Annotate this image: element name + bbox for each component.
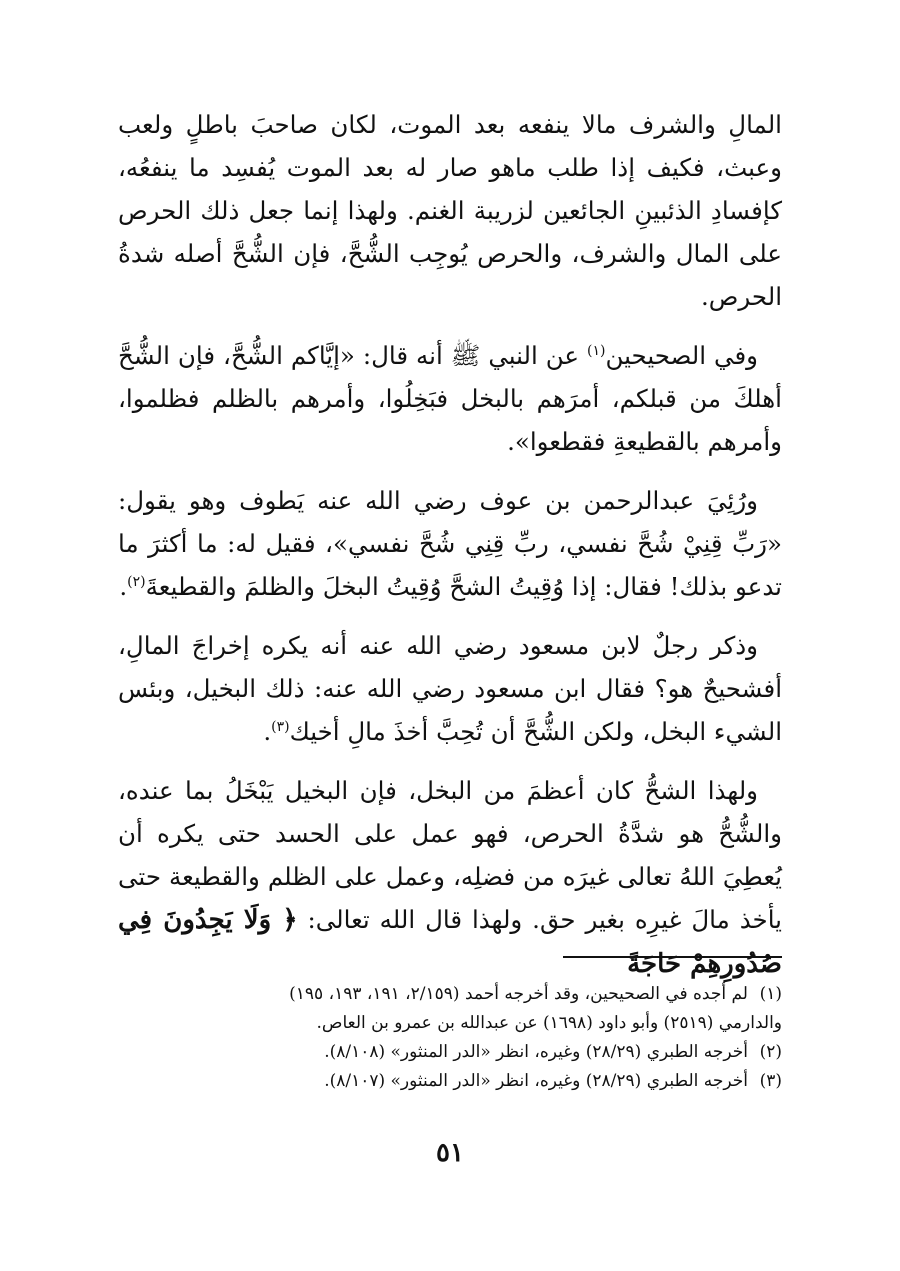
paragraph-2-text: عن النبي ﷺ أنه قال: «إيَّاكم الشُّحَّ، فإن الشُّحَّ أهلكَ من قبلكم، أمرَهم بالبخل فبَخِلُوا، وأمرهم بالظلم فظلموا، وأمرهم بالقطيعةِ فقطعوا». [118, 341, 782, 456]
paragraph-5 [118, 769, 782, 986]
footnote-3 [118, 1067, 782, 1096]
paragraph-1-text: المالِ والشرف مالا ينفعه بعد الموت، لكان صاحبَ باطلٍ ولعب وعبث، فكيف إذا طلب ماهو صار له بعد الموت يُفسِد ما ينفعُه، كإفسادِ الذئبينِ الجائعين لزريبة الغنم. ولهذا إنما جعل ذلك الحرص على المال والشرف، والحرص يُوجِب الشُّحَّ، فإن الشُّحَّ أصله شدةُ الحرص. [118, 110, 782, 311]
footnote-1-text: لم أجده في الصحيحين، وقد أخرجه أحمد (٢/١٥٩، ١٩١، ١٩٣، ١٩٥) [289, 984, 748, 1004]
paragraph-2 [118, 334, 782, 463]
footnote-3-number: (٣) [759, 1071, 782, 1091]
footnote-2-number: (٢) [759, 1042, 782, 1062]
footnote-2-text: أخرجه الطبري (٢٨/٢٩) وغيره، انظر «الدر المنثور» (٨/١٠٨). [324, 1042, 748, 1062]
footnote-1-cont-text: والدارمي (٢٥١٩) وأبو داود (١٦٩٨) عن عبدالله بن عمرو بن العاص. [316, 1013, 782, 1033]
footnote-marker-3: (٣) [271, 718, 290, 735]
paragraph-2-lead: وفي الصحيحين [605, 341, 758, 370]
main-text [118, 103, 782, 986]
footnote-marker-1: (١) [587, 342, 606, 359]
footnotes [118, 980, 782, 1096]
paragraph-4: وذكر رجلٌ لابن مسعود رضي الله عنه أنه يكره إخراجَ المالِ، أفشحيحٌ هو؟ فقال ابن مسعود رضي الله عنه: ذلك البخيل، وبئس الشيء البخل، ولكن الشُّحَّ أن تُحِبَّ أخذَ مالِ أخيك$^{(٣)}$. [118, 631, 782, 746]
footnote-1-continuation [118, 1009, 782, 1038]
paragraph-5-text: ولهذا الشحُّ كان أعظمَ من البخل، فإن البخيل يَبْخَلُ بما عنده، والشُّحُّ هو شدَّةُ الحرص، فهو عمل على الحسد حتى يكره أن يُعطِيَ اللهُ تعالى غيرَه من فضلِه، وعمل على الظلم والقطيعة حتى يأخذ مالَ غيرِه بغير حق. ولهذا قال الله تعالى: [118, 776, 782, 934]
paragraph-3-text: ورُئِيَ عبدالرحمن بن عوف رضي الله عنه يَطوف وهو يقول: «رَبِّ قِنِيْ شُحَّ نفسي، ربِّ قِنِي شُحَّ نفسي»، فقيل له: ما أكثرَ ما تدعو بذلك! فقال: إذا وُقِيتُ الشحَّ وُقِيتُ البخلَ والظلمَ والقطيعةَ [118, 486, 782, 601]
footnote-1 [118, 980, 782, 1009]
paragraph-4-text: وذكر رجلٌ لابن مسعود رضي الله عنه أنه يكره إخراجَ المالِ، أفشحيحٌ هو؟ فقال ابن مسعود رضي الله عنه: ذلك البخيل، وبئس الشيء البخل، ولكن الشُّحَّ أن تُحِبَّ أخذَ مالِ أخيك [118, 631, 782, 746]
footnote-marker-2: (٢) [127, 573, 146, 590]
page-number: ٥١ [436, 1138, 464, 1168]
paragraph-1 [118, 103, 782, 318]
footnote-2 [118, 1038, 782, 1067]
footnote-3-text: أخرجه الطبري (٢٨/٢٩) وغيره، انظر «الدر المنثور» (٨/١٠٧). [324, 1071, 748, 1091]
quran-verse: ﴿ وَلَا يَجِدُونَ فِي صُدُورِهِمْ حَاجَةً [118, 905, 782, 979]
footnote-1-number: (١) [759, 984, 782, 1004]
paragraph-3: ورُئِيَ عبدالرحمن بن عوف رضي الله عنه يَطوف وهو يقول: «رَبِّ قِنِيْ شُحَّ نفسي، ربِّ قِنِي شُحَّ نفسي»، فقيل له: ما أكثرَ ما تدعو بذلك! فقال: إذا وُقِيتُ الشحَّ وُقِيتُ البخلَ والظلمَ والقطيعةَ$^{(٢)}$. [118, 486, 782, 601]
footnote-divider [563, 956, 782, 958]
